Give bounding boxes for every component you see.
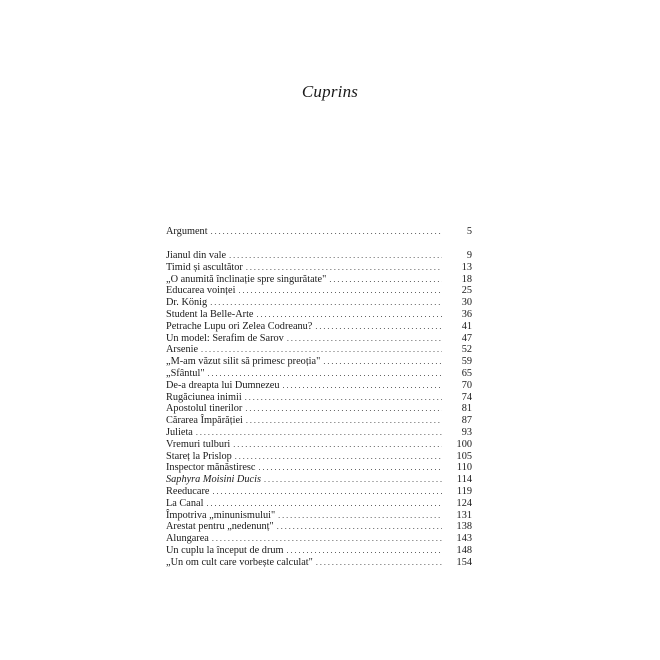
toc-entry-title: Saphyra Moisini Ducis (166, 474, 261, 486)
toc-entry-title: Alungarea (166, 533, 209, 545)
toc-entry-title: Student la Belle-Arte (166, 308, 254, 320)
toc-entry-page: 154 (456, 556, 472, 568)
toc-entry-title: „O anumită înclinație spre singurătate" (166, 273, 327, 285)
toc-entry-title: Stareț la Prislop (166, 450, 232, 462)
toc-entry (166, 309, 472, 321)
toc-entry-page: 74 (461, 391, 472, 403)
toc-entry (166, 274, 472, 286)
toc-entry-title: Dr. König (166, 297, 208, 309)
toc-entry-title: Arsenie (166, 344, 199, 356)
toc-entry-title: Rugăciunea inimii (166, 391, 242, 403)
toc-intro (166, 226, 472, 238)
toc-entry-page: 13 (461, 261, 472, 273)
toc-entry (166, 533, 472, 545)
toc-entry-title: Petrache Lupu ori Zelea Codreanu? (166, 320, 313, 332)
toc-entry (166, 462, 472, 474)
toc-entry-page: 59 (461, 356, 472, 368)
toc-entry (166, 356, 472, 368)
toc-entry-title: De-a dreapta lui Dumnezeu (166, 379, 280, 391)
toc-entry-page: 18 (461, 273, 472, 285)
dot-leader (210, 297, 442, 309)
toc-entry (166, 403, 472, 415)
dot-leader (212, 533, 442, 545)
dot-leader (211, 226, 442, 238)
dot-leader (196, 427, 442, 439)
toc-entry-title: Arestat pentru „nedenunț" (166, 521, 274, 533)
toc-entry (166, 333, 472, 345)
toc-entry-page: 5 (466, 226, 472, 237)
toc-entry-title: La Canal (166, 497, 204, 509)
toc-entry-title: Cărarea Împărăției (166, 415, 243, 427)
dot-leader (329, 274, 442, 286)
dot-leader (245, 403, 442, 415)
toc-entry-page: 148 (456, 544, 472, 556)
toc-entry-title: Inspector mănăstiresc (166, 462, 256, 474)
toc-entry (166, 474, 472, 486)
toc-entry-page: 100 (456, 438, 472, 450)
toc-entry-page: 143 (456, 533, 472, 545)
toc-entry (166, 498, 472, 510)
toc-chapters (166, 250, 472, 569)
toc-entry-page: 124 (456, 497, 472, 509)
dot-leader (206, 498, 442, 510)
toc-entry-page: 93 (461, 426, 472, 438)
dot-leader (257, 309, 443, 321)
dot-leader (315, 321, 442, 333)
dot-leader (259, 462, 443, 474)
toc-entry (166, 368, 472, 380)
toc-entry-title: „M-am văzut silit să primesc preoția" (166, 356, 321, 368)
toc-entry (166, 321, 472, 333)
toc-entry-page: 81 (461, 403, 472, 415)
dot-leader (316, 557, 442, 569)
toc-entry (166, 521, 472, 533)
toc-entry (166, 250, 472, 262)
toc-entry-page: 70 (461, 379, 472, 391)
toc-entry-page: 52 (461, 344, 472, 356)
toc-entry (166, 297, 472, 309)
toc-entry (166, 427, 472, 439)
toc-entry-title: Împotriva „minunismului" (166, 509, 276, 521)
toc-entry-title: Un model: Serafim de Sarov (166, 332, 284, 344)
toc-entry-title: Timid și ascultător (166, 261, 243, 273)
dot-leader (245, 392, 442, 404)
toc-entry-page: 105 (456, 450, 472, 462)
dot-leader (278, 510, 442, 522)
dot-leader (201, 344, 442, 356)
toc-entry-page: 9 (466, 250, 472, 261)
toc-entry (166, 415, 472, 427)
toc-entry-title: „Sfântul" (166, 367, 205, 379)
dot-leader (264, 474, 442, 486)
toc-entry (166, 285, 472, 297)
dot-leader (208, 368, 442, 380)
toc-entry (166, 262, 472, 274)
toc-entry-title: Un cuplu la început de drum (166, 544, 284, 556)
toc-entry-title: Argument (166, 226, 208, 237)
toc-entry-page: 41 (461, 320, 472, 332)
toc-entry (166, 486, 472, 498)
dot-leader (238, 285, 442, 297)
toc-entry (166, 380, 472, 392)
dot-leader (233, 439, 442, 451)
toc-entry (166, 226, 472, 238)
dot-leader (212, 486, 442, 498)
dot-leader (287, 333, 442, 345)
dot-leader (235, 451, 442, 463)
toc-entry-title: Educarea voinței (166, 285, 236, 297)
toc-entry-page: 114 (456, 474, 472, 486)
toc-entry-title: „Un om cult care vorbește calculat" (166, 556, 313, 568)
dot-leader (283, 380, 443, 392)
toc-entry (166, 510, 472, 522)
dot-leader (323, 356, 442, 368)
toc-entry (166, 439, 472, 451)
toc-entry-page: 119 (456, 485, 472, 497)
toc-entry-title: Reeducare (166, 485, 210, 497)
toc-entry (166, 344, 472, 356)
dot-leader (246, 262, 442, 274)
toc-entry (166, 451, 472, 463)
toc-entry-page: 110 (456, 462, 472, 474)
dot-leader (287, 545, 442, 557)
toc-entry-title: Julieta (166, 426, 193, 438)
toc-entry-page: 138 (456, 521, 472, 533)
dot-leader (246, 415, 442, 427)
toc-entry-page: 30 (461, 297, 472, 309)
toc-entry (166, 557, 472, 569)
toc-entry-page: 47 (461, 332, 472, 344)
toc-entry-page: 65 (461, 367, 472, 379)
toc-entry-title: Apostolul tinerilor (166, 403, 243, 415)
toc-entry (166, 545, 472, 557)
toc-entry (166, 392, 472, 404)
page-title: Cuprins (301, 82, 359, 101)
toc-entry-title: Vremuri tulburi (166, 438, 231, 450)
toc-entry-page: 131 (456, 509, 472, 521)
dot-leader (229, 250, 442, 262)
dot-leader (277, 521, 442, 533)
toc-entry-page: 87 (461, 415, 472, 427)
toc-entry-page: 36 (461, 308, 472, 320)
toc-entry-title: Jianul din vale (166, 250, 227, 261)
toc-entry-page: 25 (461, 285, 472, 297)
